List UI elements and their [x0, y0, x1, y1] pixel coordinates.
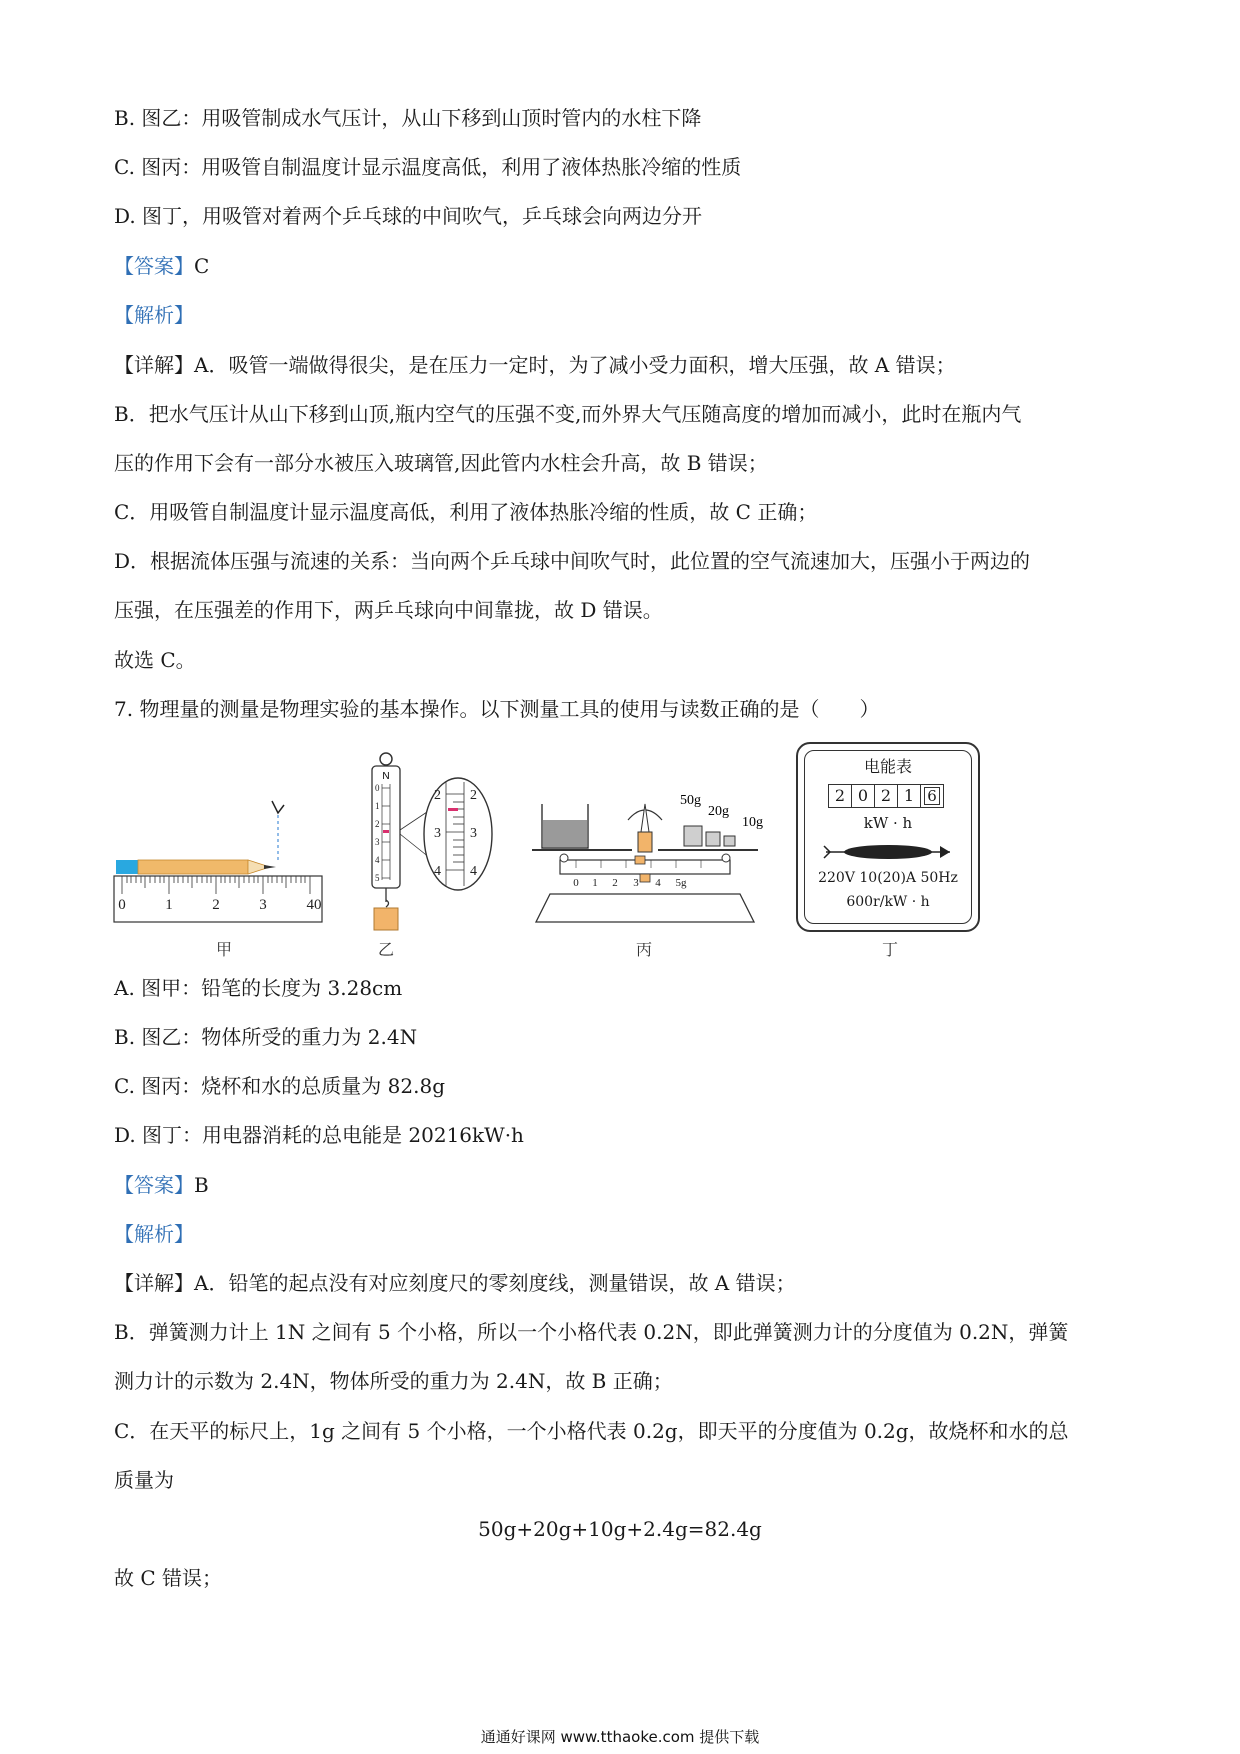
- meter-digit-decimal: [921, 784, 944, 808]
- ruler-tick-label: 3: [259, 897, 267, 913]
- answer-tag: 【答案】: [114, 254, 194, 278]
- weight-label: 20g: [708, 804, 729, 819]
- beam-tick-label: 4: [655, 877, 661, 889]
- beam-tick-label: 5g: [675, 877, 687, 889]
- meter-title: 电能表: [863, 757, 912, 776]
- scale-tick-label: 2: [375, 819, 380, 829]
- answer-line-2: [114, 1170, 209, 1200]
- scale-tick-label: 4: [375, 855, 380, 865]
- pencil-body-icon: [138, 860, 248, 874]
- zoom-tick-label: 4: [470, 864, 477, 879]
- figure-bing-balance: [520, 790, 770, 930]
- detail-a-line-1: [114, 350, 956, 380]
- scale-tick-label: 5: [375, 873, 380, 883]
- meter-digit: 2: [828, 784, 852, 808]
- meter-disc-icon: [822, 840, 954, 864]
- ruler-tick-label: 1: [165, 897, 173, 913]
- detail-c-line-2a: C．在天平的标尺上，1g 之间有 5 个小格，一个小格代表 0.2g，即天平的分度值为 0.2g，故烧杯和水的总: [114, 1419, 1069, 1443]
- weight-block: [374, 908, 398, 930]
- beam-tick-label: 0: [573, 877, 579, 889]
- formula: 50g+20g+10g+2.4g=82.4g: [478, 1517, 762, 1541]
- figure-jia-ruler: [110, 795, 330, 935]
- zoom-tick-label: 3: [434, 826, 441, 841]
- zoom-tick-label: 4: [434, 864, 441, 879]
- figure-yi-spring-scale: [358, 750, 498, 935]
- answer-value: B: [194, 1173, 209, 1197]
- detail-b-line-2b: 测力计的示数为 2.4N，物体所受的重力为 2.4N，故 B 正确；: [114, 1369, 673, 1393]
- meter-digit: 0: [852, 784, 875, 808]
- option-a: A. 图甲：铅笔的长度为 3.28cm: [114, 976, 403, 1000]
- option-d: D. 图丁：用电器消耗的总电能是 20216kW·h: [114, 1123, 524, 1147]
- detail-tag: 【详解】: [114, 1271, 194, 1295]
- detail-a-text: A．铅笔的起点没有对应刻度尺的零刻度线，测量错误，故 A 错误；: [194, 1271, 796, 1295]
- detail-b-line-1a: B．把水气压计从山下移到山顶,瓶内空气的压强不变,而外界大气压随高度的增加而减小，此时在瓶内气: [114, 402, 1022, 426]
- detail-d-line-1a: D．根据流体压强与流速的关系：当向两个乒乓球中间吹气时，此位置的空气流速加大，压强小于两边的: [114, 549, 1031, 573]
- caption-ding: 丁: [882, 940, 899, 959]
- scale-tick-label: 1: [375, 801, 380, 811]
- ruler-tick-label: 0: [118, 897, 126, 913]
- detail-c-line-2b: 质量为: [114, 1468, 174, 1492]
- weight-10g-icon: [724, 836, 735, 846]
- balance-base: [536, 894, 754, 922]
- weight-label: 10g: [742, 815, 763, 830]
- answer-line-1: [114, 251, 209, 281]
- selection-line-2: 故 C 错误；: [114, 1566, 223, 1590]
- question-7: 7. 物理量的测量是物理实验的基本操作。以下测量工具的使用与读数正确的是（ ）: [114, 697, 880, 721]
- scale-tick-label: 0: [375, 783, 380, 793]
- beam-tick-label: 2: [612, 877, 618, 889]
- option-c-line: C. 图丙：用吸管自制温度计显示温度高低，利用了液体热胀冷缩的性质: [114, 155, 742, 179]
- detail-b-line-1b: 压的作用下会有一部分水被压入玻璃管,因此管内水柱会升高，故 B 错误；: [114, 451, 768, 475]
- caption-yi: 乙: [378, 940, 395, 959]
- analysis-tag-2: [114, 1219, 194, 1249]
- ruler-tick-label: 2: [212, 897, 220, 913]
- caption-bing: 丙: [636, 940, 653, 959]
- meter-digit: 2: [875, 784, 898, 808]
- analysis-tag: 【解析】: [114, 303, 194, 327]
- detail-a-line-2: [114, 1268, 796, 1298]
- weight-50g-icon: [684, 826, 702, 846]
- analysis-tag: 【解析】: [114, 1222, 194, 1246]
- ruler-tick-label: 40: [306, 897, 322, 913]
- meter-unit: kW · h: [863, 814, 913, 832]
- eye-icon: [272, 801, 284, 813]
- option-d-line: D. 图丁，用吸管对着两个乒乓球的中间吹气，乒乓球会向两边分开: [114, 204, 703, 228]
- meter-digit: 1: [898, 784, 921, 808]
- page-footer: 通通好课网 www.tthaoke.com 提供下载: [480, 1728, 760, 1746]
- meter-spec: 220V 10(20)A 50Hz: [818, 870, 958, 886]
- detail-a-text: A．吸管一端做得很尖，是在压力一定时，为了减小受力面积，增大压强，故 A 错误；: [194, 353, 956, 377]
- rider-icon: [635, 856, 645, 864]
- option-c: C. 图丙：烧杯和水的总质量为 82.8g: [114, 1074, 445, 1098]
- selection-line-1: 故选 C。: [114, 648, 196, 672]
- caption-jia: 甲: [216, 940, 233, 959]
- answer-value: C: [194, 254, 210, 278]
- scale-pointer: [383, 830, 389, 833]
- option-b: B. 图乙：物体所受的重力为 2.4N: [114, 1025, 418, 1049]
- detail-b-line-2a: B．弹簧测力计上 1N 之间有 5 个小格，所以一个小格代表 0.2N，即此弹簧测力计的分度值为 0.2N，弹簧: [114, 1320, 1069, 1344]
- scale-tick-label: 3: [375, 837, 380, 847]
- option-b-line: B. 图乙：用吸管制成水气压计，从山下移到山顶时管内的水柱下降: [114, 106, 702, 130]
- meter-digits: [828, 784, 944, 808]
- meter-rate: 600r/kW · h: [846, 894, 930, 910]
- weight-label: 50g: [680, 793, 701, 808]
- hook-ring-icon: [380, 753, 392, 765]
- meter-decimal-value: 6: [924, 787, 940, 805]
- zoom-tick-label: 3: [470, 826, 477, 841]
- weight-20g-icon: [706, 832, 720, 846]
- scale-unit: N: [382, 771, 390, 782]
- zoom-tick-label: 2: [434, 788, 441, 803]
- detail-d-line-1b: 压强，在压强差的作用下，两乒乓球向中间靠拢，故 D 错误。: [114, 598, 663, 622]
- answer-tag: 【答案】: [114, 1173, 194, 1197]
- beam-tick-label: 3: [633, 877, 639, 889]
- zoom-tick-label: 2: [470, 788, 477, 803]
- analysis-tag-1: [114, 300, 194, 330]
- figure-ding-meter: [796, 742, 980, 932]
- pencil-eraser-icon: [116, 860, 138, 874]
- detail-c-line-1: C．用吸管自制温度计显示温度高低，利用了液体热胀冷缩的性质，故 C 正确；: [114, 500, 818, 524]
- beam-tick-label: 1: [592, 877, 598, 889]
- detail-tag: 【详解】: [114, 353, 194, 377]
